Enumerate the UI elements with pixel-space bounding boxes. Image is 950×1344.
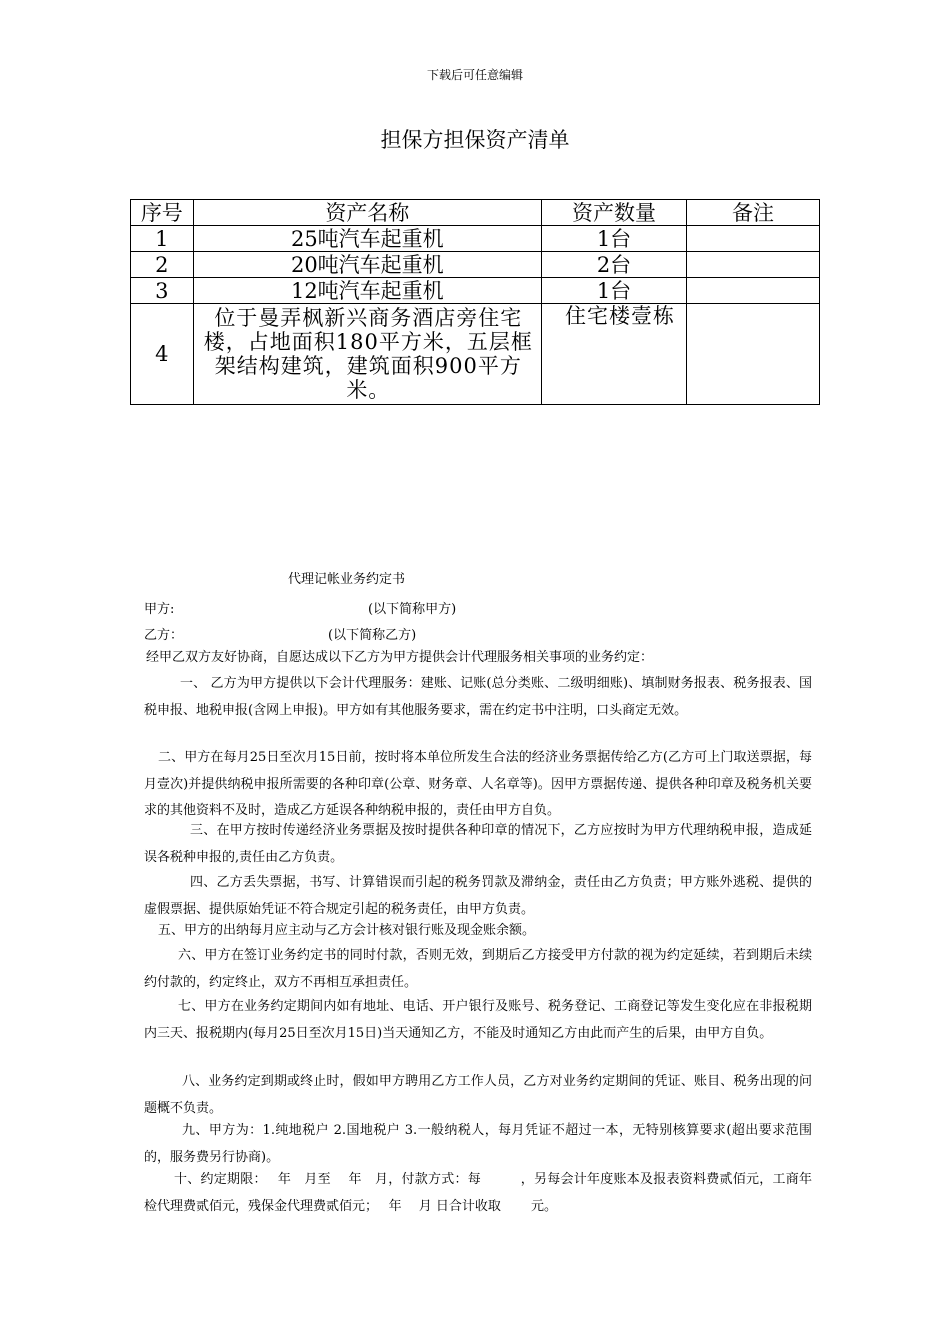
cell-no: 1 (131, 226, 194, 252)
clause-4: 四、乙方丢失票据，书写、计算错误而引起的税务罚款及滞纳金，责任由乙方负责；甲方账外逃税、提供的虚假票据、提供原始凭证不符合规定引起的税务责任，由甲方负责。 (144, 875, 812, 917)
cell-no: 3 (131, 278, 194, 304)
cell-note (687, 304, 820, 405)
party-b-label: 乙方： (144, 628, 184, 643)
clause-7: 七、甲方在业务约定期间内如有地址、电话、开户银行及账号、税务登记、工商登记等发生变化应在非报税期内三天、报税期内(每月25日至次月15日)当天通知乙方，不能及时通知乙方由此而产生的后果，由甲方自负。 (144, 999, 812, 1041)
table-row (131, 226, 820, 252)
column-header-note: 备注 (687, 200, 820, 226)
contract-title: 代理记帐业务约定书 (288, 572, 406, 587)
table-row (131, 304, 820, 405)
clause-1: 一、 乙方为甲方提供以下会计代理服务：建账、记账(总分类账、二级明细账)、填制财务报表、税务报表、国税申报、地税申报(含网上申报)。甲方如有其他服务要求，需在约定书中注明，口头商定无效。 (144, 676, 812, 718)
clause-9: 九、甲方为：1.纯地税户 2.国地税户 3.一般纳税人，每月凭证不超过一本，无特别核算要求(超出要求范围的，服务费另行协商)。 (144, 1123, 812, 1165)
cell-note (687, 278, 820, 304)
clause-5: 五、甲方的出纳每月应主动与乙方会计核对银行账及现金账余额。 (158, 923, 536, 938)
clause-3: 三、在甲方按时传递经济业务票据及按时提供各种印章的情况下，乙方应按时为甲方代理纳税申报，造成延误各税种申报的,责任由乙方负责。 (144, 823, 812, 865)
cell-no: 2 (131, 252, 194, 278)
party-b-note: (以下简称乙方) (328, 628, 417, 643)
clause-2: 二、甲方在每月25日至次月15日前，按时将本单位所发生合法的经济业务票据传给乙方(乙方可上门取送票据，每月壹次)并提供纳税申报所需要的各种印章(公章、财务章、人名章等)。因甲方票据传递、提供各种印章及税务机关要求的其他资料不及时，造成乙方延误各种纳税申报的，责任由甲方自负。 (144, 750, 812, 818)
cell-name: 25吨汽车起重机 (193, 226, 541, 252)
cell-note (687, 226, 820, 252)
column-header-qty: 资产数量 (542, 200, 687, 226)
cell-qty: 2台 (542, 252, 687, 278)
cell-qty: 1台 (542, 278, 687, 304)
party-a-note: (以下简称甲方) (368, 602, 457, 617)
clause-8: 八、业务约定到期或终止时，假如甲方聘用乙方工作人员，乙方对业务约定期间的凭证、账目、税务出现的问题概不负责。 (144, 1074, 812, 1116)
table-row (131, 278, 820, 304)
party-a-label: 甲方: (144, 602, 175, 617)
table-header-row (131, 200, 820, 226)
column-header-name: 资产名称 (193, 200, 541, 226)
cell-note (687, 252, 820, 278)
contract-intro: 经甲乙双方友好协商，自愿达成以下乙方为甲方提供会计代理服务相关事项的业务约定： (146, 650, 654, 665)
header-note: 下载后可任意编辑 (426, 68, 523, 82)
cell-name: 位于曼弄枫新兴商务酒店旁住宅楼，占地面积180平方米，五层框架结构建筑，建筑面积900平方米。 (193, 304, 541, 405)
column-header-no: 序号 (131, 200, 194, 226)
cell-qty: 1台 (542, 226, 687, 252)
cell-name: 20吨汽车起重机 (193, 252, 541, 278)
cell-name: 12吨汽车起重机 (193, 278, 541, 304)
cell-no: 4 (131, 304, 194, 405)
clause-6: 六、甲方在签订业务约定书的同时付款，否则无效，到期后乙方接受甲方付款的视为约定延续，若到期后未续约付款的，约定终止，双方不再相互承担责任。 (144, 948, 812, 990)
table-row (131, 252, 820, 278)
asset-table (130, 199, 820, 405)
clause-10: 十、约定期限： 年 月至 年 月，付款方式：每 ，另每会计年度账本及报表资料费贰佰元，工商年检代理费贰佰元，残保金代理费贰佰元； 年 月 日合计收取 元。 (144, 1172, 812, 1214)
page-title: 担保方担保资产清单 (380, 128, 570, 152)
cell-qty: 住宅楼壹栋 (542, 304, 687, 405)
